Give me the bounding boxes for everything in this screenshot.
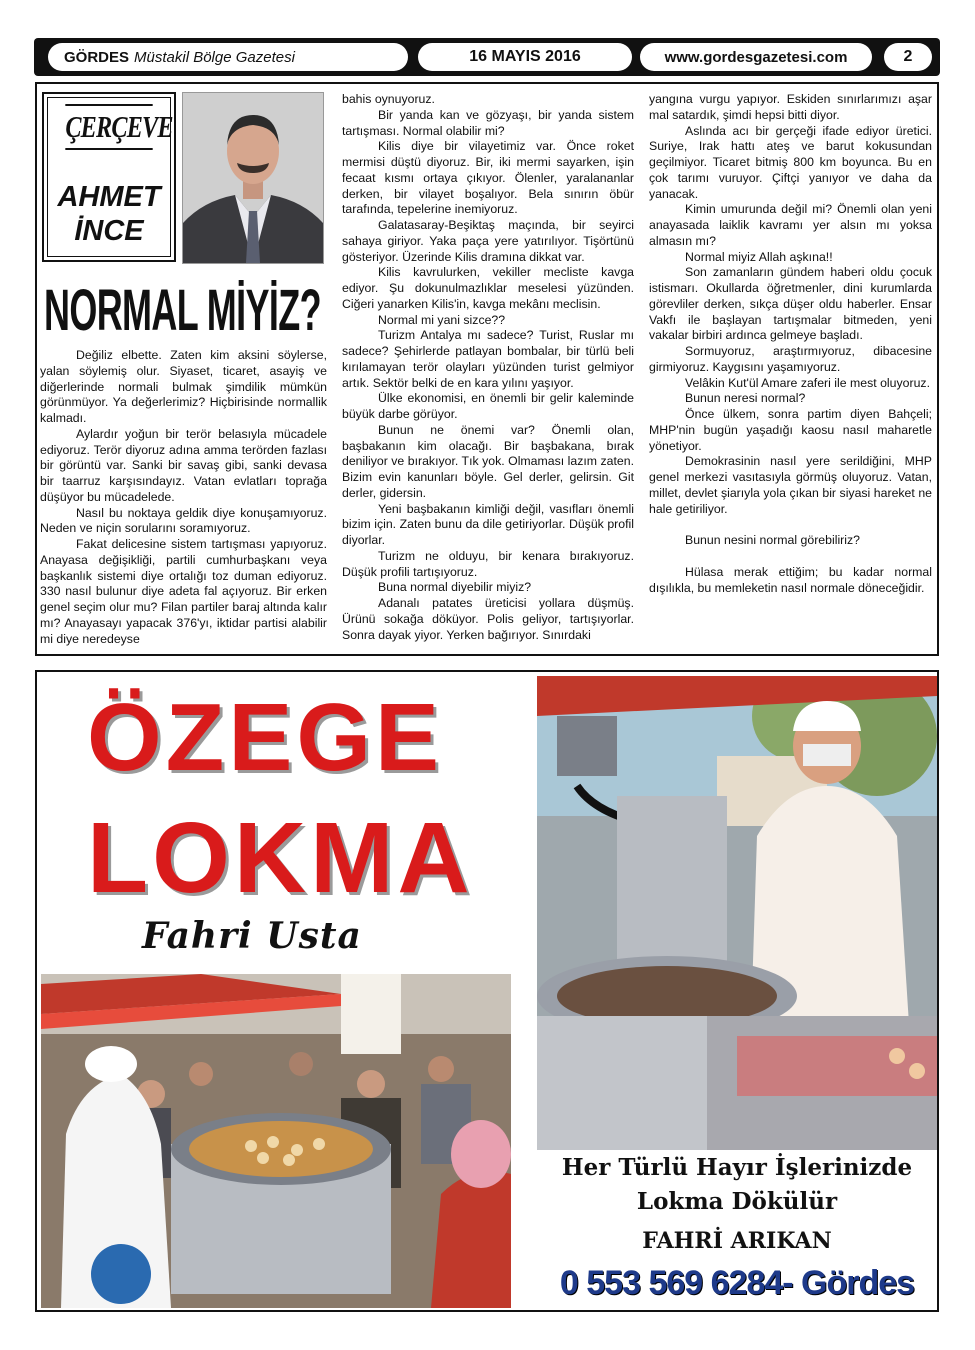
paragraph: bahis oynuyoruz. xyxy=(342,92,435,106)
website-link[interactable]: www.gordesgazetesi.com xyxy=(640,43,872,71)
paragraph: Hülasa merak ettiğim; bu kadar normal dışılıkla, bu memleketin nasıl normale döneceğidir. xyxy=(649,565,932,595)
paragraph: Son zamanların gündem haberi oldu çocuk istismarı. Okullarda öğretmenler, dini kurumlarda görevliler derken, sıkça düşer oldu haberler. Ensar Vakfı ile başlayan tartışmalar bitmeden, yeni vakalar birbiri ardınca gelmeye başladı. xyxy=(649,265,932,343)
author-photo xyxy=(182,92,324,264)
ad-slogan-line-2: Lokma Dökülür xyxy=(636,1188,838,1215)
advertisement xyxy=(35,670,939,1312)
paragraph: Kimin umurunda değil mi? Önemli olan yeni anayasada laiklik kavramı yer alsın mı yoksa almasın mı? xyxy=(649,202,932,248)
paragraph: yangına vurgu yapıyor. Eskiden sınırlarımızı aşar mal satardık, şimdi hepsi bitti diyor. xyxy=(649,92,932,122)
paragraph: Demokrasinin nasıl yere serildiğini, MHP genel merkezi vasıtasıyla görmüş oluyoruz. Vatan, millet, devlet şiarıyla yola çıkan bir siyasi hareket ne hale getiriliyor. xyxy=(649,454,932,516)
ad-brand-line-1: ÖZEGE xyxy=(87,684,444,791)
author-name: AHMET İNCE xyxy=(57,181,161,247)
paper-subtitle: Müstakil Bölge Gazetesi xyxy=(134,48,295,66)
article-column-1 xyxy=(40,348,327,647)
column-name: ÇERÇEVE xyxy=(65,104,152,150)
paper-name: GÖRDES xyxy=(64,48,130,66)
paragraph: Turizm ne olduyu, bir kenara bırakıyoruz. Düşük profili tartışıyoruz. xyxy=(342,548,634,579)
ad-brand-line-2: LOKMA xyxy=(87,802,474,914)
paragraph: Aylardır yoğun bir terör belasıyla mücadele ediyoruz. Terör diyoruz adına amma terörden fazlası bir görüntü var. Sanki bir savaş gibi, sanki devasa bir taarruz karşısındayız. Vatan evlatları toprağa düşüyor bu mücadelede. xyxy=(40,426,327,504)
ad-phone-number[interactable]: 0 553 569 6284- Gördes xyxy=(559,1264,915,1302)
page-number: 2 xyxy=(884,43,932,71)
issue-date: 16 MAYIS 2016 xyxy=(418,43,632,71)
ad-master-name: Fahri Usta xyxy=(142,915,362,957)
ad-photo-lokma-stall xyxy=(41,974,511,1308)
paragraph: Nasıl bu noktaya geldik diye konuşamıyoruz. Neden ve niçin sorularını soramıyoruz. xyxy=(40,505,327,536)
paragraph: Bunun neresi normal? xyxy=(685,391,806,406)
paragraph: Yeni başbakanın kimliği değil, vasıfları önemli bizim için. Zaten bunu da dile getiriyorlar. Düşük profil diyorlar. xyxy=(342,501,634,547)
article-headline: NORMAL MİYİZ? xyxy=(44,278,321,343)
ad-slogan-line-1: Her Türlü Hayır İşlerinizde xyxy=(561,1154,913,1181)
paragraph: Normal mi yani sizce?? xyxy=(378,312,506,327)
paragraph: Kilis kavrulurken, vekiller mecliste kavga ediyor. Şu dokunulmazlıklar meselesi yüzünden. Ciğeri yanarken Kilis'in, kavga mekânı meclisin. xyxy=(342,265,634,311)
paragraph: Velâkin Kut'ül Amare zaferi ile mest oluyoruz. xyxy=(685,375,930,390)
paragraph: Ülke ekonomisi, en önemli bir gelir kaleminde büyük darbe görüyor. xyxy=(342,391,634,421)
paper-masthead xyxy=(48,43,408,71)
byline-box xyxy=(42,92,176,262)
paragraph: Bunun nesini normal görebiliriz? xyxy=(685,533,860,548)
paragraph: Fakat delicesine sistem tartışması yapıyoruz. Anayasa değişikliği, partili cumhurbaşkanı veya başkanlık sistemi diye ortalığı toz duman ediyoruz. 330 nasıl bulunur diye adeta fal açıyoruz. Bir erken genel seçim olur mu? Filan partiler baraj altında kalır mı? Anayasayı yapacak 376'yı, iktidar partisi alabilir mi diye neredeyse xyxy=(40,537,327,646)
paragraph: Buna normal diyebilir miyiz? xyxy=(378,580,532,595)
paragraph: Normal miyiz Allah aşkına!! xyxy=(685,249,833,264)
article-column-3 xyxy=(649,92,932,597)
paragraph: Sormuyoruz, araştırmıyoruz, dibacesine girmiyoruz. Kaygısını yaşamıyoruz. xyxy=(649,344,932,374)
paragraph: Turizm Antalya mı sadece? Turist, Ruslar mı sadece? Şehirlerde patlayan bombalar, bir türlü beli kırılamayan terör olayları yüzünden turist gelmiyor artık. Sektör belki de en kara yılını yaşıyor. xyxy=(342,328,634,390)
ad-owner-name: FAHRİ ARIKAN xyxy=(642,1228,832,1254)
paragraph: Adanalı patates üreticisi yollara düşmüş. Ürünü sokağa döküyor. Polis geliyor, tartışıyorlar. Sonra dayak yiyor. Yerken bağırıyor. Sınırdaki xyxy=(342,596,634,642)
ad-photo-lokma-master xyxy=(537,676,937,1150)
paragraph: Bir yanda kan ve gözyaşı, bir yanda sistem tartışması. Normal olabilir mi? xyxy=(342,107,634,138)
paragraph: Galatasaray-Beşiktaş maçında, bir seyirci sahaya giriyor. Yaka paça yere yatırılıyor. Tişörtünü gösteriyor. Üzerinde Kilis dramına dikkat var. xyxy=(342,218,634,264)
paragraph: Önce ülkem, sonra partim diyen Bahçeli; MHP'nin bugün yaşadığı kaosu nasıl maharetle yönetiyor. xyxy=(649,407,932,453)
article-column-2 xyxy=(342,92,634,643)
paragraph: Aslında acı bir gerçeği ifade ediyor üretici. Suriye, Irak hattı ateş ve barut kokusundan geçilmiyor. Ticaret bitmiş 800 km boyunca. Bu en çok tarımı vuruyor. Çiftçi yanıyor ve daha da yanacak. xyxy=(649,123,932,201)
paragraph: Değiliz elbette. Zaten kim aksini söylerse, yalan söylemiş olur. Siyaset, ticaret, asayiş ve diğerlerinde normali bulmak şimdilik mümkün görünmüyor. Ya değerlerimiz? Hiçbirisinde normallik kalmadı. xyxy=(40,348,327,425)
paragraph: Kilis diye bir vilayetimiz var. Önce roket mermisi düştü diyoruz. Bir, iki mermi sayarken, işin fecaat kısmı ortaya çıkıyor. Ölenler, yaralananlar derken, bir vilayet boşalıyor. Bela sınırın öbür tarafında, tepelerine inemiyoruz. xyxy=(342,139,634,217)
paragraph: Bunun ne önemi var? Önemli olan, başbakanın kim olacağı. Bir başbakana, bırak deniliyor ve bırakıyor. Tık yok. Olmaması lazım zaten. Bizim evin kanunları böyle. Gel derler, gelirsin. Git derler, gidersin. xyxy=(342,422,634,500)
